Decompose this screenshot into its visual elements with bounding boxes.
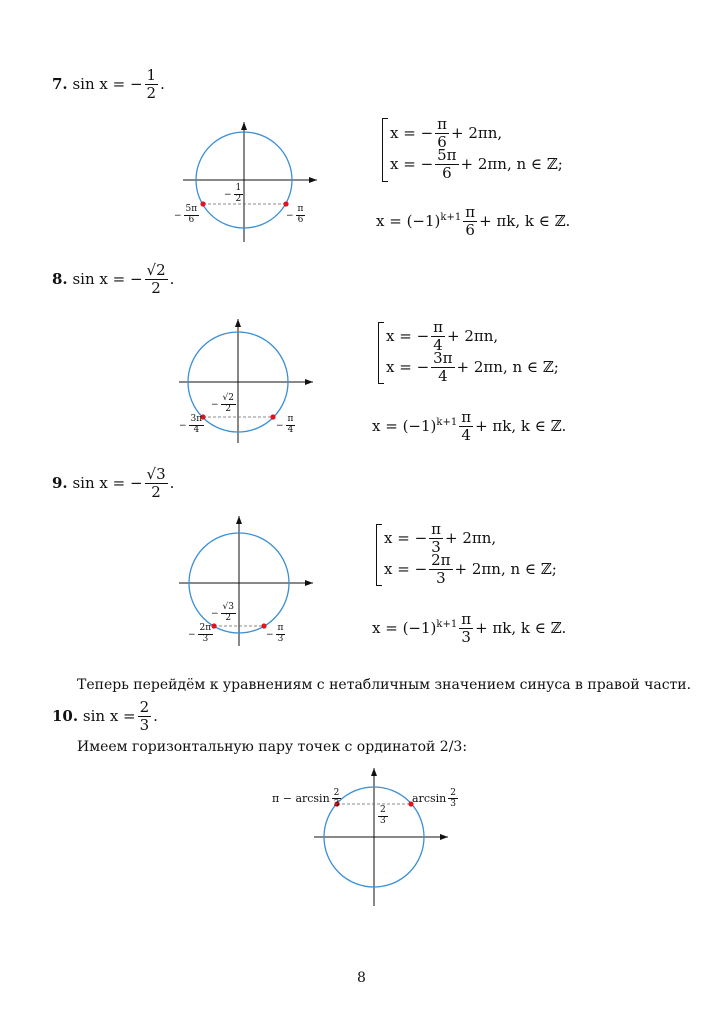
x-axis-arrow <box>305 580 313 586</box>
ordinate-label-8: − $\frac{√2}{2}$ <box>211 393 235 414</box>
ordinate-label-7: − $\frac{1}{2}$ <box>224 183 242 204</box>
unit-circle-7 <box>175 100 325 250</box>
left-angle-label-10: π − arcsin $\frac{2}{3}$ <box>272 788 340 810</box>
unit-circle-10 <box>306 760 456 910</box>
transition-paragraph: Теперь перейдём к уравнениям с нетабличным значением синуса в правой части. <box>77 677 692 693</box>
right-angle-label-10: arcsin $\frac{2}{3}$ <box>412 788 456 810</box>
system-bracket-7 <box>382 118 388 182</box>
system-line2-7: x = − $\frac{5\pi}{6}$ + 2πn, n ∈ ℤ; <box>390 146 563 183</box>
intro-paragraph-10: Имеем горизонтальную пару точек с ординатой 2/3: <box>77 739 468 755</box>
x-axis-arrow <box>309 177 317 183</box>
problem-8-statement: 8. sin x = − $\frac{√2}{2}$ . <box>52 261 175 298</box>
system-line2-8: x = − $\frac{3\pi}{4}$ + 2πn, n ∈ ℤ; <box>386 349 559 386</box>
ordinate-label-10: $\frac{2}{3}$ <box>380 805 386 826</box>
left-angle-label-8: − $\frac{3\pi}{4}$ <box>179 414 203 435</box>
y-axis-arrow <box>235 319 241 327</box>
problem-10-statement: 10. sin x = $\frac{2}{3}$ . <box>52 698 158 735</box>
system-bracket-8 <box>378 322 384 384</box>
system-line1-9: x = − $\frac{\pi}{3}$ + 2πn, <box>384 520 497 557</box>
combined-solution-7: $x = (-1)^{k+1}$ $\frac{\pi}{6}$ + πk, k ∈ ℤ. <box>376 203 571 240</box>
y-axis-arrow <box>236 516 242 524</box>
page-number: 8 <box>357 970 366 986</box>
ordinate-label-9: − $\frac{√3}{2}$ <box>211 602 235 623</box>
x-axis-arrow <box>305 379 313 385</box>
problem-7-statement: 7. sin x = − $\frac{1}{2}$ . <box>52 66 165 103</box>
x-axis-arrow <box>440 834 448 840</box>
right-angle-label-8: − $\frac{\pi}{4}$ <box>276 414 294 435</box>
system-line1-8: x = − $\frac{\pi}{4}$ + 2πn, <box>386 318 499 355</box>
problem-9-statement: 9. sin x = − $\frac{√3}{2}$ . <box>52 465 175 502</box>
left-angle-label-9: − $\frac{2\pi}{3}$ <box>188 623 212 644</box>
system-line1-7: x = − $\frac{\pi}{6}$ + 2πn, <box>390 115 503 152</box>
combined-solution-9: $x = (-1)^{k+1}$ $\frac{\pi}{3}$ + πk, k ∈ ℤ. <box>372 610 567 647</box>
y-axis-arrow <box>241 122 247 130</box>
right-point <box>270 414 275 419</box>
system-bracket-9 <box>376 524 382 586</box>
y-axis-arrow <box>371 768 377 776</box>
combined-solution-8: $x = (-1)^{k+1}$ $\frac{\pi}{4}$ + πk, k ∈ ℤ. <box>372 408 567 445</box>
right-angle-label-7: − $\frac{\pi}{6}$ <box>286 204 304 225</box>
left-angle-label-7: − $\frac{5\pi}{6}$ <box>174 204 198 225</box>
system-line2-9: x = − $\frac{2\pi}{3}$ + 2πn, n ∈ ℤ; <box>384 551 557 588</box>
right-angle-label-9: − $\frac{\pi}{3}$ <box>266 623 284 644</box>
